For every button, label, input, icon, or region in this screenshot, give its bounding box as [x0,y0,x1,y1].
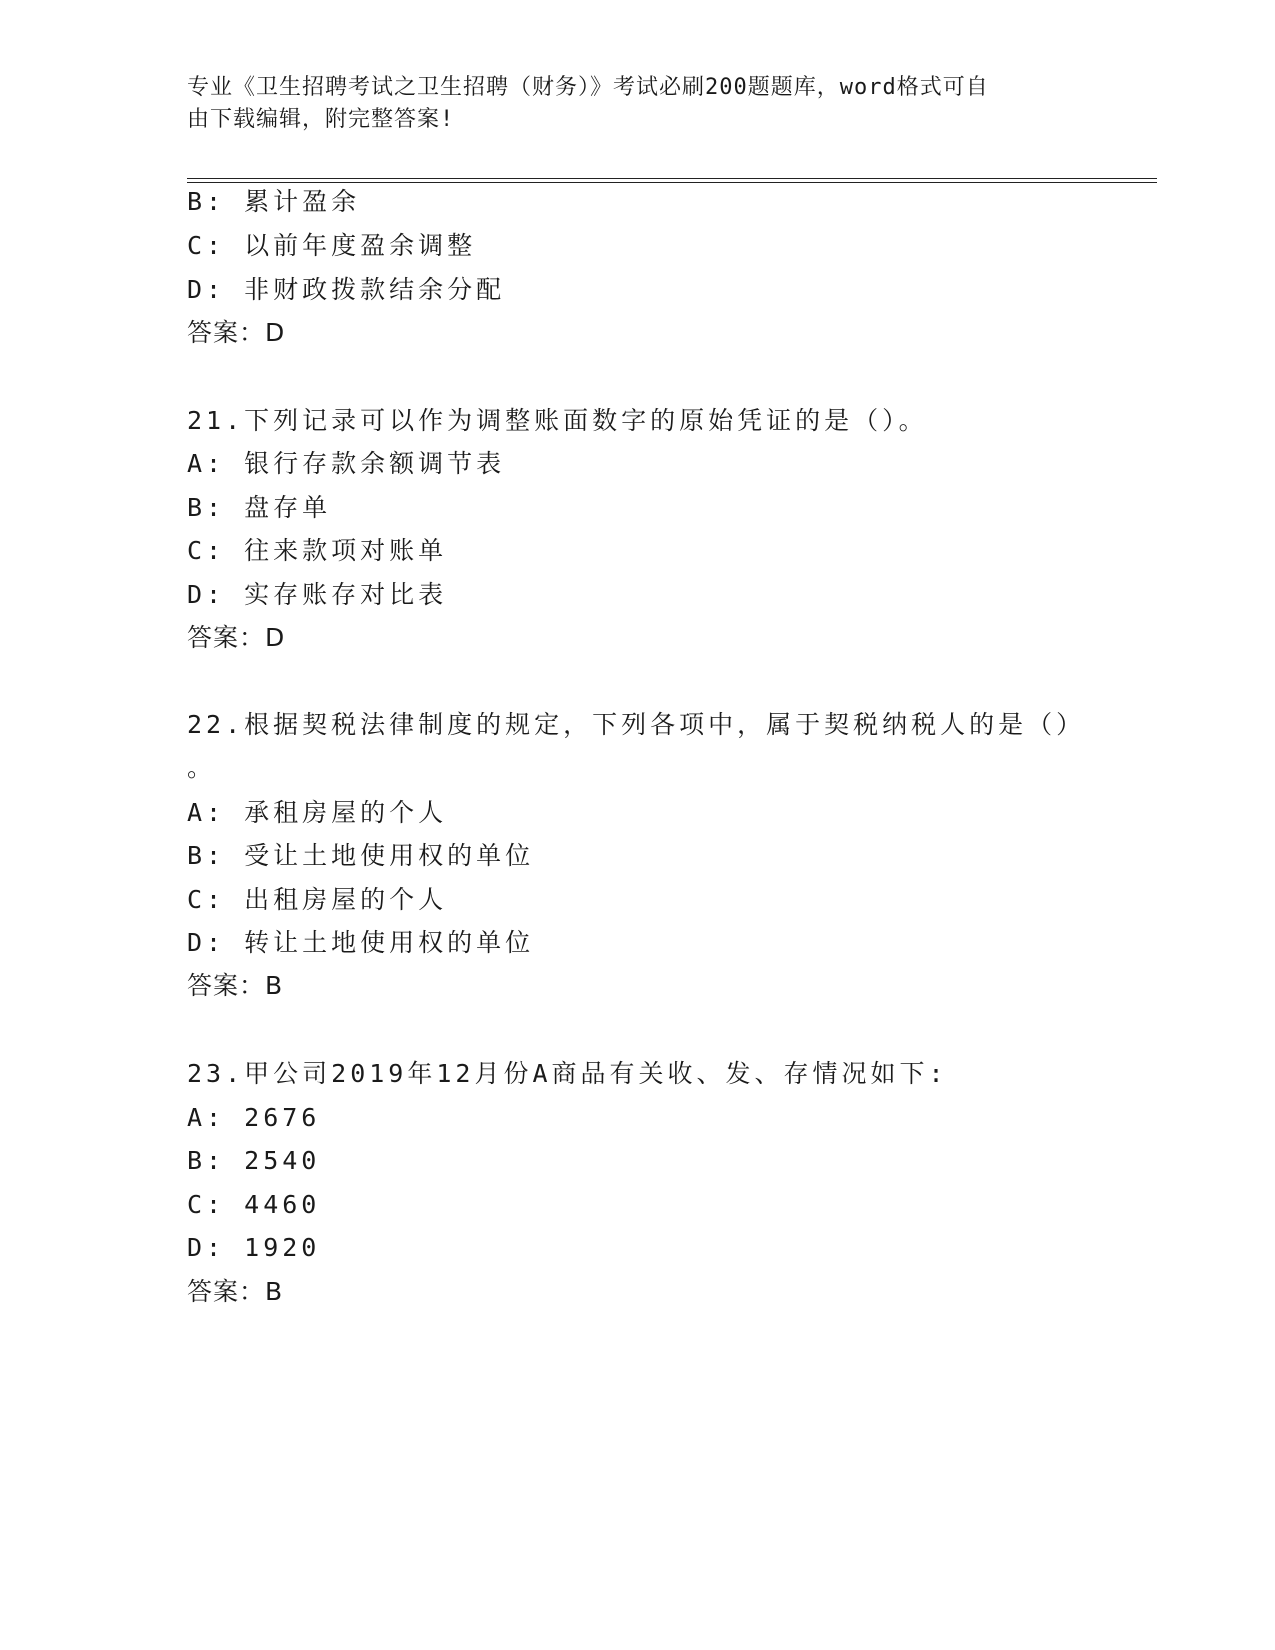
prev-option-b: B: 累计盈余 [187,187,361,216]
q22-option-b: B: 受让土地使用权的单位 [187,841,535,870]
q22-option-c: C: 出租房屋的个人 [187,885,448,914]
q21-option-d: D: 实存账存对比表 [187,580,448,609]
prev-option-c: C: 以前年度盈余调整 [187,231,477,260]
q23-answer: 答案：B [187,1277,284,1306]
q22-stem-continuation: 。 [187,753,217,782]
q22-stem: 22.根据契税法律制度的规定，下列各项中，属于契税纳税人的是（） [187,710,1086,739]
q21-option-c: C: 往来款项对账单 [187,536,448,565]
q23-option-d: D: 1920 [187,1233,321,1262]
q21-answer: 答案：D [187,623,286,652]
prev-option-d: D: 非财政拨款结余分配 [187,275,506,304]
q23-stem: 23.甲公司2019年12月份A商品有关收、发、存情况如下: [187,1059,948,1088]
q22-option-d: D: 转让土地使用权的单位 [187,928,535,957]
q21-stem: 21.下列记录可以作为调整账面数字的原始凭证的是（）。 [187,406,928,435]
q23-option-c: C: 4460 [187,1190,321,1219]
q21-option-b: B: 盘存单 [187,493,332,522]
q21-option-a: A: 银行存款余额调节表 [187,449,506,478]
q22-answer: 答案：B [187,971,284,1000]
q22-option-a: A: 承租房屋的个人 [187,798,448,827]
header-line-1: 专业《卫生招聘考试之卫生招聘（财务）》考试必刷200题题库，word格式可自 [187,75,989,100]
q23-option-b: B: 2540 [187,1146,321,1175]
q23-option-a: A: 2676 [187,1103,321,1132]
document-header [187,72,1067,136]
header-divider [187,178,1157,183]
prev-answer: 答案：D [187,318,286,347]
header-line-2: 由下载编辑，附完整答案! [187,107,455,132]
